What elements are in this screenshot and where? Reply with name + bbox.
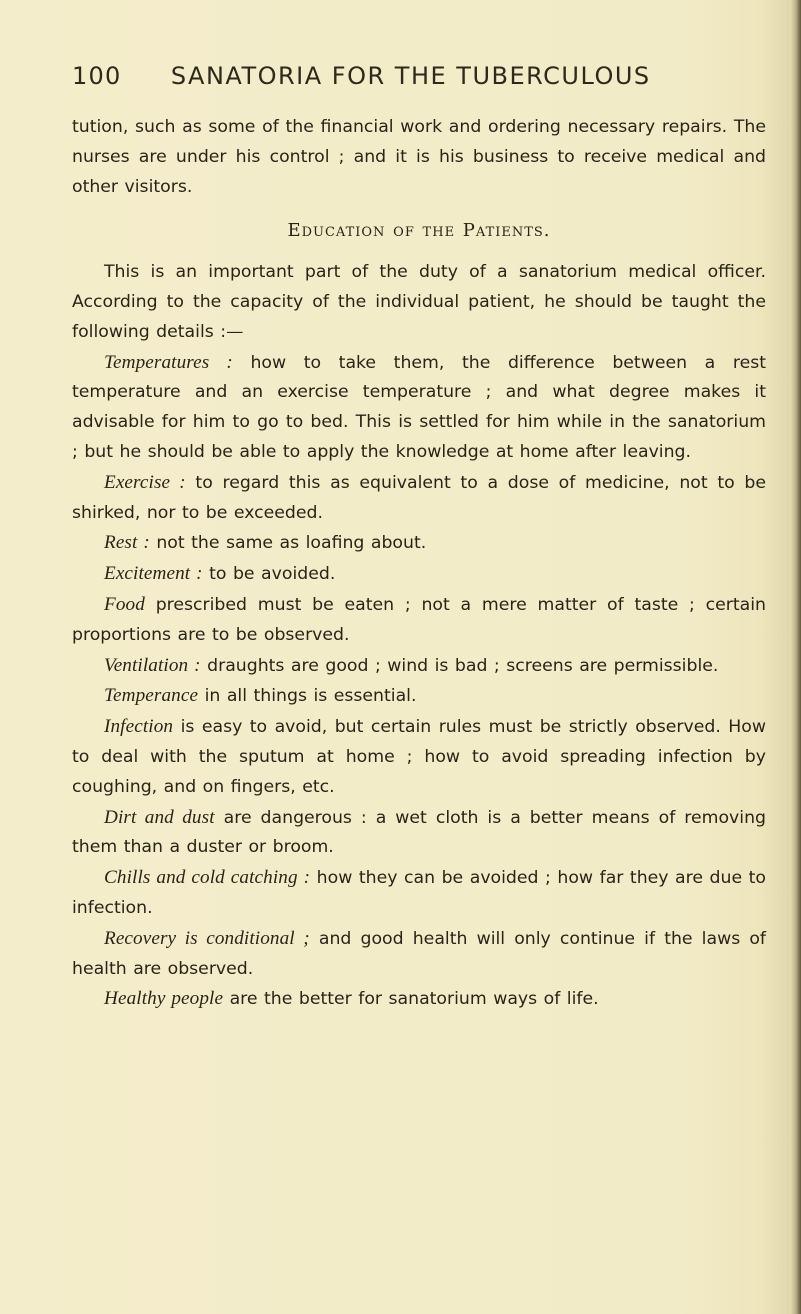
detail-item-chills-and-cold-catching <box>72 863 766 924</box>
detail-item-food <box>72 590 766 651</box>
detail-lead: Infection <box>104 716 174 738</box>
detail-text: how to take them, the difference between a rest temperature and an exercise temperature ; and what degree makes it advisable for him to go to bed. This is settled for him while in the sanatorium ; but he should be able to apply the knowledge at home after leaving. <box>72 352 767 462</box>
detail-item-exercise <box>72 468 766 529</box>
detail-text: is easy to avoid, but certain rules must be strictly observed. How to deal with the sputum at home ; how to avoid spreading infection by coughing, and on fingers, etc. <box>72 717 766 797</box>
detail-text: and good health will only continue if the laws of health are observed. <box>72 928 766 979</box>
detail-item-dirt-and-dust <box>72 803 766 864</box>
detail-item-temperatures <box>72 348 766 468</box>
detail-lead: Temperance <box>104 685 199 707</box>
detail-text: prescribed must be eaten ; not a mere matter of taste ; certain proportions are to be observed. <box>72 594 766 645</box>
detail-lead: Healthy people <box>104 988 224 1010</box>
detail-lead: Excitement : <box>104 563 203 585</box>
page-number: 100 <box>72 62 122 90</box>
detail-lead: Recovery is conditional ; <box>104 927 310 949</box>
detail-item-excitement <box>72 559 766 590</box>
detail-text: to be avoided. <box>202 564 336 585</box>
overview-paragraph: This is an important part of the duty of a sanatorium medical officer. According to the capacity of the individual patient, he should be taught the following details :— <box>72 262 766 342</box>
text-column <box>72 113 766 1015</box>
detail-lead: Rest : <box>104 532 150 554</box>
detail-lead: Exercise : <box>104 471 186 493</box>
detail-item-infection <box>72 712 766 802</box>
detail-item-healthy-people <box>72 984 766 1015</box>
detail-lead: Food <box>104 593 145 615</box>
detail-item-recovery <box>72 924 766 985</box>
detail-item-ventilation <box>72 651 766 682</box>
detail-text: not the same as loafing about. <box>149 533 427 554</box>
detail-lead: Ventilation : <box>104 654 201 676</box>
detail-text: to regard this as equivalent to a dose of medicine, not to be shirked, nor to be exceeded. <box>72 472 766 523</box>
detail-lead: Chills and cold catching : <box>104 867 311 889</box>
intro-paragraph: tution, such as some of the financial work and ordering necessary repairs. The nurses are under his control ; and it is his business to receive medical and other visitors. <box>72 117 766 197</box>
detail-text: are the better for sanatorium ways of life. <box>223 989 599 1010</box>
detail-text: in all things is essential. <box>198 686 417 707</box>
detail-lead: Dirt and dust <box>104 806 215 828</box>
section-heading: Education of the Patients. <box>287 220 551 242</box>
page-edge <box>790 0 801 1314</box>
detail-text: how they can be avoided ; how far they are due to infection. <box>72 868 766 918</box>
running-head <box>72 62 772 96</box>
detail-text: are dangerous : a wet cloth is a better means of removing them than a duster or broom. <box>72 807 766 858</box>
detail-text: draughts are good ; wind is bad ; screens are permissible. <box>200 655 719 676</box>
detail-item-temperance <box>72 681 766 712</box>
detail-item-rest <box>72 528 766 559</box>
detail-lead: Temperatures : <box>104 351 233 373</box>
running-title: SANATORIA FOR THE TUBERCULOUS <box>170 62 651 90</box>
